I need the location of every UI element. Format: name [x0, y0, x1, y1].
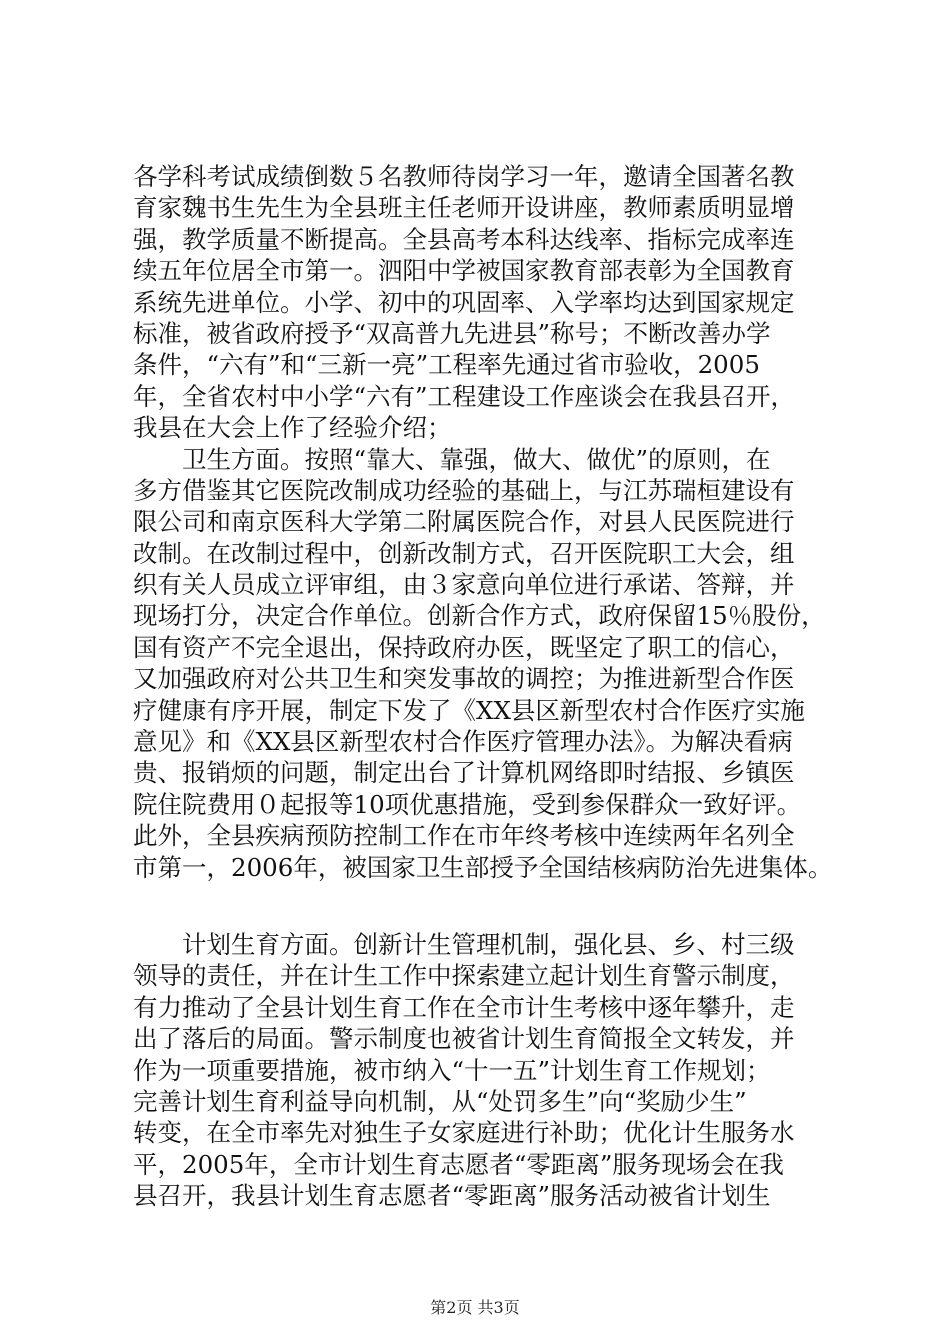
paragraph-health — [133, 444, 853, 883]
page-number-footer: 第2页 共3页 — [430, 1298, 520, 1317]
paragraph-education — [133, 161, 853, 444]
paragraph-spacer — [133, 883, 853, 929]
text-line: 强，教学质量不断提高。全县高考本科达线率、指标完成率连 — [133, 224, 795, 254]
text-line: 标准，被省政府授予“双高普九先进县”称号；不断改善办学 — [133, 318, 771, 348]
text-line: 国有资产不完全退出，保持政府办医，既坚定了职工的信心， — [133, 632, 795, 662]
text-line: 改制。在改制过程中，创新改制方式，召开医院职工大会，组 — [133, 538, 795, 568]
text-line: 领导的责任，并在计生工作中探索建立起计划生育警示制度， — [133, 961, 795, 991]
text-line: 疗健康有序开展，制定下发了《XX县区新型农村合作医疗实施 — [133, 695, 805, 725]
text-line: 院住院费用０起报等10项优惠措施，受到参保群众一致好评。 — [133, 789, 802, 819]
text-line: 有力推动了全县计划生育工作在全市计生考核中逐年攀升，走 — [133, 992, 795, 1022]
text-line: 出了落后的局面。警示制度也被省计划生育简报全文转发，并 — [133, 1024, 795, 1054]
text-line: 年，全省农村中小学“六有”工程建设工作座谈会在我县召开， — [133, 381, 796, 411]
text-line: 市第一，2006年，被国家卫生部授予全国结核病防治先进集体。 — [133, 852, 833, 882]
text-line: 此外，全县疾病预防控制工作在市年终考核中连续两年名列全 — [133, 821, 795, 851]
text-line: 平，2005年，全市计划生育志愿者“零距离”服务现场会在我 — [133, 1149, 784, 1179]
text-line: 限公司和南京医科大学第二附属医院合作，对县人民医院进行 — [133, 507, 795, 537]
text-line: 完善计划生育利益导向机制，从“处罚多生”向“奖励少生” — [133, 1086, 747, 1116]
text-line: 又加强政府对公共卫生和突发事故的调控；为推进新型合作医 — [133, 664, 795, 694]
text-line: 我县在大会上作了经验介绍； — [133, 413, 452, 443]
text-line: 作为一项重要措施，被市纳入“十一五”计划生育工作规划； — [133, 1055, 771, 1085]
text-line: 县召开，我县计划生育志愿者“零距离”服务活动被省计划生 — [133, 1181, 771, 1211]
text-line: 意见》和《XX县区新型农村合作医疗管理办法》。为解决看病 — [133, 727, 793, 757]
paragraph-family-planning — [133, 929, 853, 1212]
text-line: 系统先进单位。小学、初中的巩固率、入学率均达到国家规定 — [133, 287, 795, 317]
text-line: 条件，“六有”和“三新一亮”工程率先通过省市验收，2005 — [133, 350, 760, 380]
text-line: 多方借鉴其它医院改制成功经验的基础上，与江苏瑞桓建设有 — [133, 475, 795, 505]
text-line: 现场打分，决定合作单位。创新合作方式，政府保留15％股份， — [133, 601, 826, 631]
text-line: 转变，在全市率先对独生子女家庭进行补助；优化计生服务水 — [133, 1118, 795, 1148]
text-line: 织有关人员成立评审组，由３家意向单位进行承诺、答辩，并 — [133, 570, 795, 600]
text-line: 计划生育方面。创新计生管理机制，强化县、乡、村三级 — [133, 929, 795, 959]
text-line: 各学科考试成绩倒数５名教师待岗学习一年，邀请全国著名教 — [133, 162, 795, 191]
text-line: 贵、报销烦的问题，制定出台了计算机网络即时结报、乡镇医 — [133, 758, 795, 788]
text-line: 续五年位居全市第一。泗阳中学被国家教育部表彰为全国教育 — [133, 256, 795, 286]
text-line: 卫生方面。按照“靠大、靠强，做大、做优”的原则，在 — [133, 444, 771, 474]
text-line: 育家魏书生先生为全县班主任老师开设讲座，教师素质明显增 — [133, 193, 795, 223]
document-body — [133, 161, 853, 1212]
